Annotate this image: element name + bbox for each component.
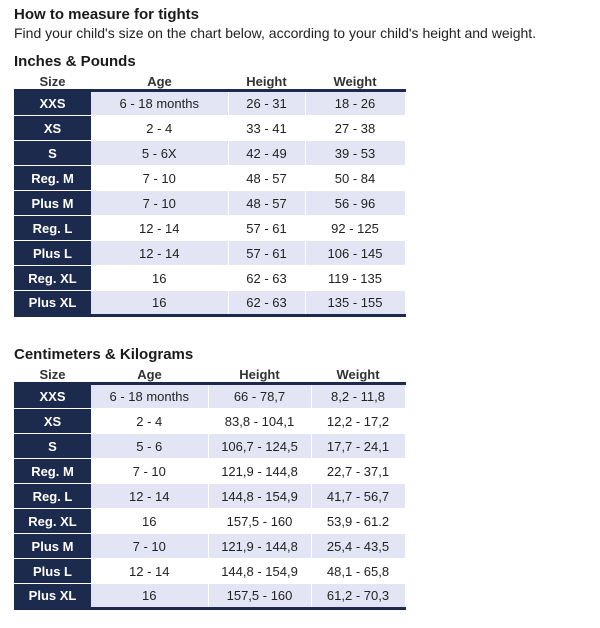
age-value: 12 - 14 xyxy=(91,484,208,509)
weight-value: 25,4 - 43,5 xyxy=(311,534,405,559)
page-title: How to measure for tights xyxy=(14,6,200,23)
table-row xyxy=(14,384,405,409)
size-label: Reg. M xyxy=(14,166,91,191)
age-value: 7 - 10 xyxy=(91,166,228,191)
height-value: 48 - 57 xyxy=(228,191,305,216)
size-label: Plus M xyxy=(14,191,91,216)
table-row xyxy=(14,559,405,584)
imperial-section-title: Inches & Pounds xyxy=(14,53,136,70)
size-label: Reg. XL xyxy=(14,266,91,291)
height-value: 57 - 61 xyxy=(228,241,305,266)
column-header-weight: Weight xyxy=(305,73,405,91)
age-value: 12 - 14 xyxy=(91,216,228,241)
age-value: 16 xyxy=(91,509,208,534)
table-row xyxy=(14,266,405,291)
weight-value: 56 - 96 xyxy=(305,191,405,216)
table-header-row xyxy=(14,366,405,384)
size-label: XXS xyxy=(14,91,91,116)
table-row xyxy=(14,116,405,141)
table-row xyxy=(14,141,405,166)
weight-value: 8,2 - 11,8 xyxy=(311,384,405,409)
table-row xyxy=(14,584,405,609)
metric-size-table xyxy=(14,366,406,610)
size-label: Plus M xyxy=(14,534,91,559)
table-row xyxy=(14,484,405,509)
height-value: 121,9 - 144,8 xyxy=(208,534,311,559)
age-value: 6 - 18 months xyxy=(91,91,228,116)
height-value: 62 - 63 xyxy=(228,266,305,291)
age-value: 12 - 14 xyxy=(91,559,208,584)
height-value: 57 - 61 xyxy=(228,216,305,241)
table-row xyxy=(14,291,405,316)
size-label: Reg. L xyxy=(14,216,91,241)
size-label: S xyxy=(14,434,91,459)
height-value: 157,5 - 160 xyxy=(208,509,311,534)
column-header-size: Size xyxy=(14,366,91,384)
height-value: 33 - 41 xyxy=(228,116,305,141)
weight-value: 22,7 - 37,1 xyxy=(311,459,405,484)
size-label: Reg. M xyxy=(14,459,91,484)
table-row xyxy=(14,509,405,534)
weight-value: 41,7 - 56,7 xyxy=(311,484,405,509)
age-value: 2 - 4 xyxy=(91,116,228,141)
size-label: XXS xyxy=(14,384,91,409)
weight-value: 17,7 - 24,1 xyxy=(311,434,405,459)
height-value: 83,8 - 104,1 xyxy=(208,409,311,434)
size-label: Plus L xyxy=(14,241,91,266)
weight-value: 27 - 38 xyxy=(305,116,405,141)
weight-value: 50 - 84 xyxy=(305,166,405,191)
size-label: Plus XL xyxy=(14,584,91,609)
height-value: 66 - 78,7 xyxy=(208,384,311,409)
weight-value: 18 - 26 xyxy=(305,91,405,116)
table-row xyxy=(14,409,405,434)
table-row xyxy=(14,166,405,191)
weight-value: 48,1 - 65,8 xyxy=(311,559,405,584)
page-subtitle: Find your child's size on the chart below, according to your child's height and weight. xyxy=(14,25,537,41)
age-value: 7 - 10 xyxy=(91,534,208,559)
height-value: 48 - 57 xyxy=(228,166,305,191)
column-header-height: Height xyxy=(208,366,311,384)
size-label: Reg. L xyxy=(14,484,91,509)
age-value: 16 xyxy=(91,584,208,609)
size-label: XS xyxy=(14,116,91,141)
size-label: Plus L xyxy=(14,559,91,584)
age-value: 7 - 10 xyxy=(91,191,228,216)
metric-section-title: Centimeters & Kilograms xyxy=(14,346,194,363)
age-value: 2 - 4 xyxy=(91,409,208,434)
column-header-height: Height xyxy=(228,73,305,91)
column-header-size: Size xyxy=(14,73,91,91)
size-label: Plus XL xyxy=(14,291,91,316)
weight-value: 106 - 145 xyxy=(305,241,405,266)
weight-value: 92 - 125 xyxy=(305,216,405,241)
height-value: 42 - 49 xyxy=(228,141,305,166)
size-label: Reg. XL xyxy=(14,509,91,534)
column-header-weight: Weight xyxy=(311,366,405,384)
height-value: 26 - 31 xyxy=(228,91,305,116)
age-value: 16 xyxy=(91,266,228,291)
height-value: 157,5 - 160 xyxy=(208,584,311,609)
age-value: 12 - 14 xyxy=(91,241,228,266)
age-value: 6 - 18 months xyxy=(91,384,208,409)
size-label: S xyxy=(14,141,91,166)
column-header-age: Age xyxy=(91,73,228,91)
height-value: 121,9 - 144,8 xyxy=(208,459,311,484)
table-row xyxy=(14,534,405,559)
age-value: 5 - 6X xyxy=(91,141,228,166)
weight-value: 53,9 - 61.2 xyxy=(311,509,405,534)
weight-value: 61,2 - 70,3 xyxy=(311,584,405,609)
size-label: XS xyxy=(14,409,91,434)
table-header-row xyxy=(14,73,405,91)
age-value: 7 - 10 xyxy=(91,459,208,484)
column-header-age: Age xyxy=(91,366,208,384)
weight-value: 135 - 155 xyxy=(305,291,405,316)
table-row xyxy=(14,434,405,459)
weight-value: 12,2 - 17,2 xyxy=(311,409,405,434)
table-row xyxy=(14,191,405,216)
age-value: 5 - 6 xyxy=(91,434,208,459)
table-row xyxy=(14,216,405,241)
imperial-size-table xyxy=(14,73,406,317)
table-row xyxy=(14,459,405,484)
height-value: 106,7 - 124,5 xyxy=(208,434,311,459)
height-value: 144,8 - 154,9 xyxy=(208,484,311,509)
table-row xyxy=(14,241,405,266)
weight-value: 119 - 135 xyxy=(305,266,405,291)
age-value: 16 xyxy=(91,291,228,316)
height-value: 144,8 - 154,9 xyxy=(208,559,311,584)
table-row xyxy=(14,91,405,116)
height-value: 62 - 63 xyxy=(228,291,305,316)
weight-value: 39 - 53 xyxy=(305,141,405,166)
